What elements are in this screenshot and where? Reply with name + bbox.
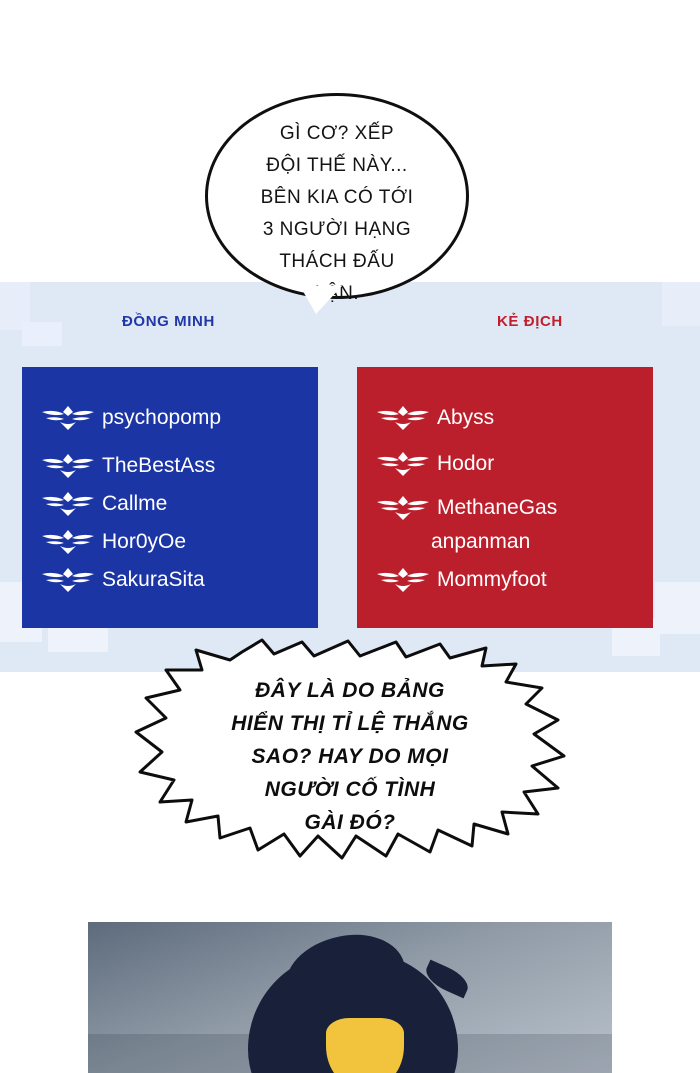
list-item[interactable] xyxy=(40,563,205,597)
crest-icon xyxy=(375,565,431,595)
crest-icon xyxy=(40,451,96,481)
player-name: MethaneGas xyxy=(437,496,558,519)
player-name: Hor0yOe xyxy=(102,530,187,553)
crest-icon xyxy=(40,565,96,595)
player-name: Callme xyxy=(102,492,168,515)
list-item[interactable] xyxy=(375,401,494,435)
speech-bubble-top xyxy=(205,93,469,304)
background-block xyxy=(655,582,700,634)
enemy-team-box xyxy=(357,367,653,628)
player-name: Mommyfoot xyxy=(437,568,547,591)
speech-bubble-top-text: GÌ CƠ? XẾP ĐỘI THẾ NÀY... BÊN KIA CÓ TỚI 3 NGƯỜI HẠNG THÁCH ĐẤU LẬN. xyxy=(260,123,414,304)
background-block xyxy=(662,282,700,326)
list-item[interactable] xyxy=(40,487,167,521)
player-name: TheBestAss xyxy=(102,454,216,477)
ally-team-box xyxy=(22,367,318,628)
speech-bubble-bottom-text: ĐÂY LÀ DO BẢNG HIỂN THỊ TỈ LỆ THẮNG SAO? HAY DO MỌI NGƯỜI CỐ TÌNH GÀI ĐÓ? xyxy=(231,679,469,834)
list-item[interactable] xyxy=(40,525,186,559)
background-block xyxy=(22,322,62,346)
list-item[interactable] xyxy=(431,525,530,559)
crest-icon xyxy=(375,403,431,433)
list-item[interactable] xyxy=(375,563,547,597)
ally-team-label: ĐỒNG MINH xyxy=(122,313,215,330)
crest-icon xyxy=(375,449,431,479)
crest-icon xyxy=(375,493,431,523)
list-item[interactable] xyxy=(375,491,557,525)
player-name: Hodor xyxy=(437,452,495,475)
character-art-panel xyxy=(88,922,612,1073)
list-item[interactable] xyxy=(40,449,215,483)
player-name: psychopomp xyxy=(102,406,222,429)
player-name: anpanman xyxy=(431,530,531,553)
crest-icon xyxy=(40,403,96,433)
list-item[interactable] xyxy=(375,447,494,481)
player-name: Abyss xyxy=(437,406,495,429)
list-item[interactable] xyxy=(40,401,221,435)
crest-icon xyxy=(40,489,96,519)
speech-bubble-bottom xyxy=(134,638,566,868)
player-name: SakuraSita xyxy=(102,568,205,591)
speech-bubble-tail xyxy=(300,286,342,314)
enemy-team-label: KẺ ĐỊCH xyxy=(497,313,563,330)
crest-icon xyxy=(40,527,96,557)
